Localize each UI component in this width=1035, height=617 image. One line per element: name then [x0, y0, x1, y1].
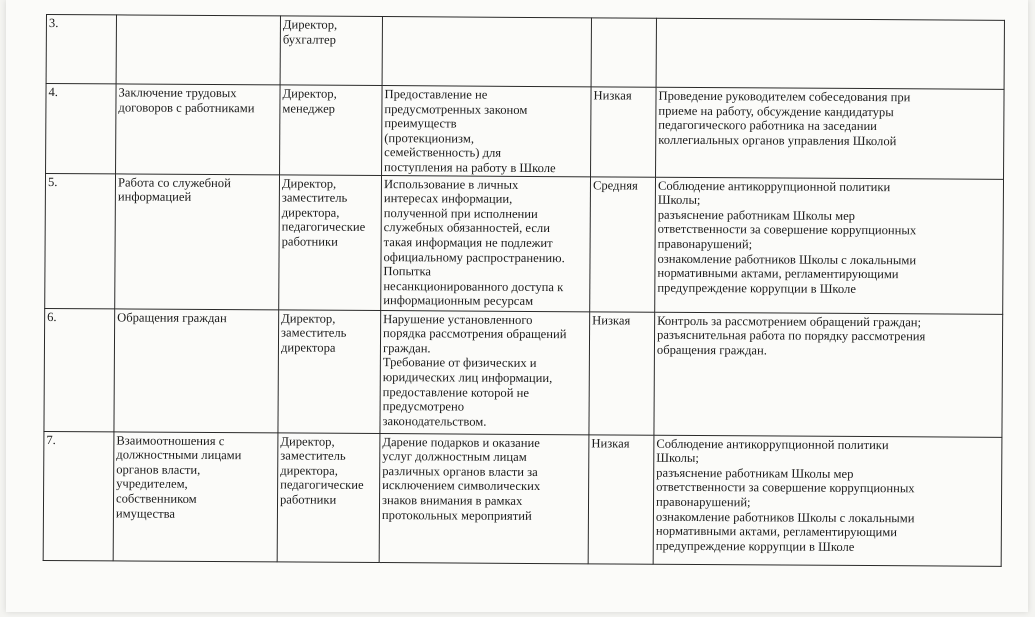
measures-cell: Проведение руководителем собеседования при приеме на работу, обсуждение кандидатуры педагогического работника на заседании коллегиальных органов управления Школой	[656, 87, 1005, 179]
process-cell: Работа со служебной информацией	[115, 173, 280, 309]
table-row	[46, 15, 1004, 90]
table-row	[45, 173, 1004, 314]
row-number: 5.	[45, 173, 116, 308]
officials-cell: Директор, заместитель директора, педагогические работники	[279, 174, 382, 310]
process-cell: Взаимоотношения с должностными лицами органов власти, учредителем, собственником имущества	[113, 431, 278, 561]
risk-cell: Предоставление не предусмотренных законом преимуществ (протекционизм, семейственность) для поступления на работу в Школе	[382, 86, 592, 177]
measures-cell: Соблюдение антикоррупционной политики Школы; разъяснение работникам Школы мер ответственности за совершение коррупционных правонарушений; ознакомление работников Школы с локальными нормативными актами, регламентирующими предупреждение коррупции в Школе	[655, 177, 1004, 314]
risk-cell: Дарение подарков и оказание услуг должностным лицам различных органов власти за исключением символических знаков внимания в рамках протокольных мероприятий	[379, 433, 589, 563]
risk-cell: Использование в личных интересах информации, полученной при исполнении служебных обязанностей, если такая информация не подлежит официальному распространению. Попытка несанкционированного доступа к информационным ресурсам	[381, 175, 591, 311]
row-number: 7.	[43, 431, 114, 560]
row-number: 3.	[46, 15, 116, 84]
officials-cell: Директор, бухгалтер	[280, 16, 382, 86]
row-number: 4.	[46, 84, 117, 174]
process-cell: Обращения граждан	[114, 308, 279, 432]
officials-cell: Директор, заместитель директора	[278, 309, 381, 433]
risk-level-cell: Средняя	[590, 176, 656, 311]
risk-level-cell: Низкая	[591, 87, 657, 177]
measures-cell: Соблюдение антикоррупционной политики Школы; разъяснение работникам Школы мер ответственности за совершение коррупционных правонарушений; ознакомление работников Школы с локальными нормативными актами, регламентирующими предупреждение коррупции в Школе	[653, 435, 1002, 566]
officials-cell: Директор, менеджер	[280, 85, 383, 175]
risk-level-cell: Низкая	[588, 434, 654, 563]
table-row	[46, 84, 1005, 179]
officials-cell: Директор, заместитель директора, педагогические работники	[277, 432, 380, 562]
risk-cell	[382, 17, 591, 87]
row-number: 6.	[44, 308, 115, 431]
risk-cell: Нарушение установленного порядка рассмотрения обращений граждан. Требование от физических и юридических лиц информации, предоставление которой не предусмотрено законодательством.	[380, 310, 590, 434]
corruption-risk-table	[43, 14, 1005, 566]
risk-level-cell	[591, 18, 656, 87]
table-row	[43, 431, 1002, 566]
process-cell	[116, 15, 280, 85]
risk-level-cell: Низкая	[589, 311, 655, 434]
document-page	[6, 0, 1028, 612]
table-row	[44, 308, 1003, 437]
process-cell: Заключение трудовых договоров с работниками	[116, 84, 281, 175]
measures-cell	[656, 18, 1004, 89]
measures-cell: Контроль за рассмотрением обращений граждан; разъяснительная работа по порядку рассмотрения обращения граждан.	[654, 312, 1003, 437]
